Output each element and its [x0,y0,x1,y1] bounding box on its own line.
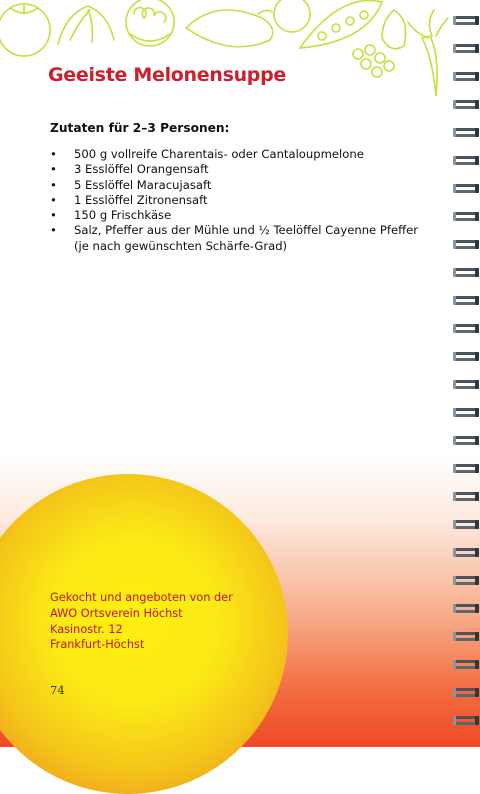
credit-line: Gekocht und angeboten von der [50,591,233,604]
recipe-title: Geeiste Melonensuppe [48,64,286,86]
ingredient-item [50,208,420,223]
bullet-icon: • [50,177,57,192]
bullet-icon: • [50,192,57,207]
ingredient-item [50,162,420,177]
ingredient-text: Salz, Pfeffer aus der Mühle und ½ Teelöffel Cayenne Pfeffer (je nach gewünschten Schärfe-Grad) [74,223,418,253]
ingredient-text: 3 Esslöffel Orangensaft [74,162,209,177]
bullet-icon: • [50,208,57,223]
credit-organization: AWO Ortsverein Höchst [50,606,183,620]
ingredient-text: 1 Esslöffel Zitronensaft [74,192,208,207]
ingredient-list [50,147,420,254]
ingredient-text: 150 g Frischkäse [74,208,172,223]
bullet-icon: • [50,223,57,238]
servings-heading: Zutaten für 2–3 Personen: [50,121,230,135]
bullet-icon: • [50,147,57,161]
credit-street: Kasinostr. 12 [50,622,123,636]
page-number: 74 [50,683,65,697]
credit-city: Frankfurt-Höchst [50,638,145,652]
ingredient-item [50,223,420,254]
ingredient-text: 5 Esslöffel Maracujasaft [74,177,212,192]
ingredient-item [50,178,420,193]
ingredient-item [50,147,420,162]
ingredient-item [50,193,420,208]
bullet-icon: • [50,162,57,177]
spiral-binding [449,0,480,747]
ingredient-text: 500 g vollreife Charentais- oder Cantaloupmelone [74,147,364,161]
credit-block [50,590,233,653]
